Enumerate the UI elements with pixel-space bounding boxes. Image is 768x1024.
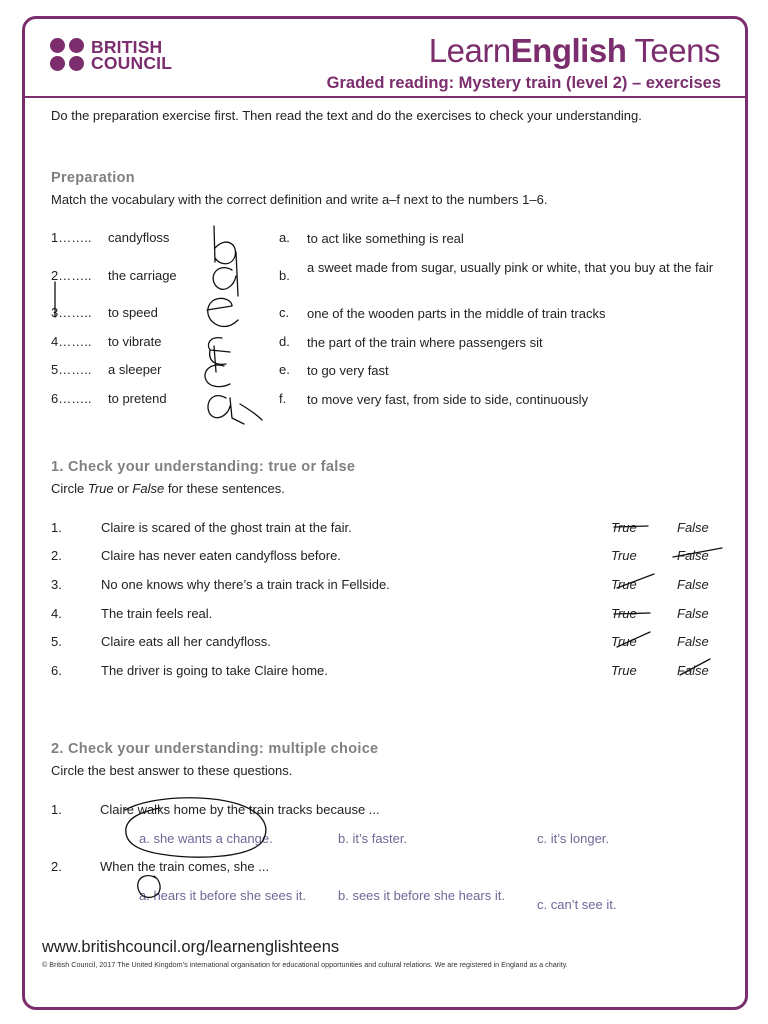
answer-option[interactable]: c. can’t see it. bbox=[537, 897, 617, 912]
document-title: Graded reading: Mystery train (level 2) – exercises bbox=[326, 74, 721, 92]
british-council-logo bbox=[50, 38, 172, 71]
answer-option[interactable]: a. hears it before she sees it. bbox=[139, 888, 306, 903]
logo-text-line1: BRITISH bbox=[91, 36, 163, 57]
preparation-heading: Preparation bbox=[51, 170, 135, 186]
true-option[interactable]: True bbox=[611, 577, 637, 592]
true-option[interactable]: True bbox=[611, 520, 637, 535]
answer-option[interactable]: b. it’s faster. bbox=[338, 831, 408, 846]
footer-copyright: © British Council, 2017 The United Kingdom’s international organisation for educational opportunities and cultural relations. We are registered in England as a charity. bbox=[42, 960, 568, 969]
answer-option[interactable]: b. sees it before she hears it. bbox=[338, 888, 505, 903]
false-option[interactable]: False bbox=[677, 634, 709, 649]
true-option[interactable]: True bbox=[611, 663, 637, 678]
false-option[interactable]: False bbox=[677, 606, 709, 621]
multiple-choice-heading: 2. Check your understanding: multiple choice bbox=[51, 741, 379, 757]
brand-wordmark: LearnEnglish Teens bbox=[428, 32, 720, 69]
false-option[interactable]: False bbox=[677, 663, 709, 678]
answer-option[interactable]: a. she wants a change. bbox=[139, 831, 273, 846]
false-option[interactable]: False bbox=[677, 577, 709, 592]
header-divider bbox=[25, 96, 745, 98]
false-option[interactable]: False bbox=[677, 520, 709, 535]
false-option[interactable]: False bbox=[677, 548, 709, 563]
true-option[interactable]: True bbox=[611, 548, 637, 563]
footer-url[interactable]: www.britishcouncil.org/learnenglishteens bbox=[42, 938, 340, 956]
true-option[interactable]: True bbox=[611, 634, 637, 649]
logo-text-line2: COUNCIL bbox=[91, 52, 173, 73]
intro-text: Do the preparation exercise first. Then read the text and do the exercises to check your understanding. bbox=[51, 108, 642, 123]
multiple-choice-instruction: Circle the best answer to these questions. bbox=[51, 763, 293, 778]
true-option[interactable]: True bbox=[611, 606, 637, 621]
logo-dots-icon bbox=[50, 38, 85, 71]
true-false-heading: 1. Check your understanding: true or false bbox=[51, 459, 356, 475]
preparation-instruction: Match the vocabulary with the correct definition and write a–f next to the numbers 1–6. bbox=[51, 192, 548, 207]
answer-option[interactable]: c. it’s longer. bbox=[537, 831, 610, 846]
true-false-instruction: Circle True or False for these sentences. bbox=[51, 481, 285, 496]
